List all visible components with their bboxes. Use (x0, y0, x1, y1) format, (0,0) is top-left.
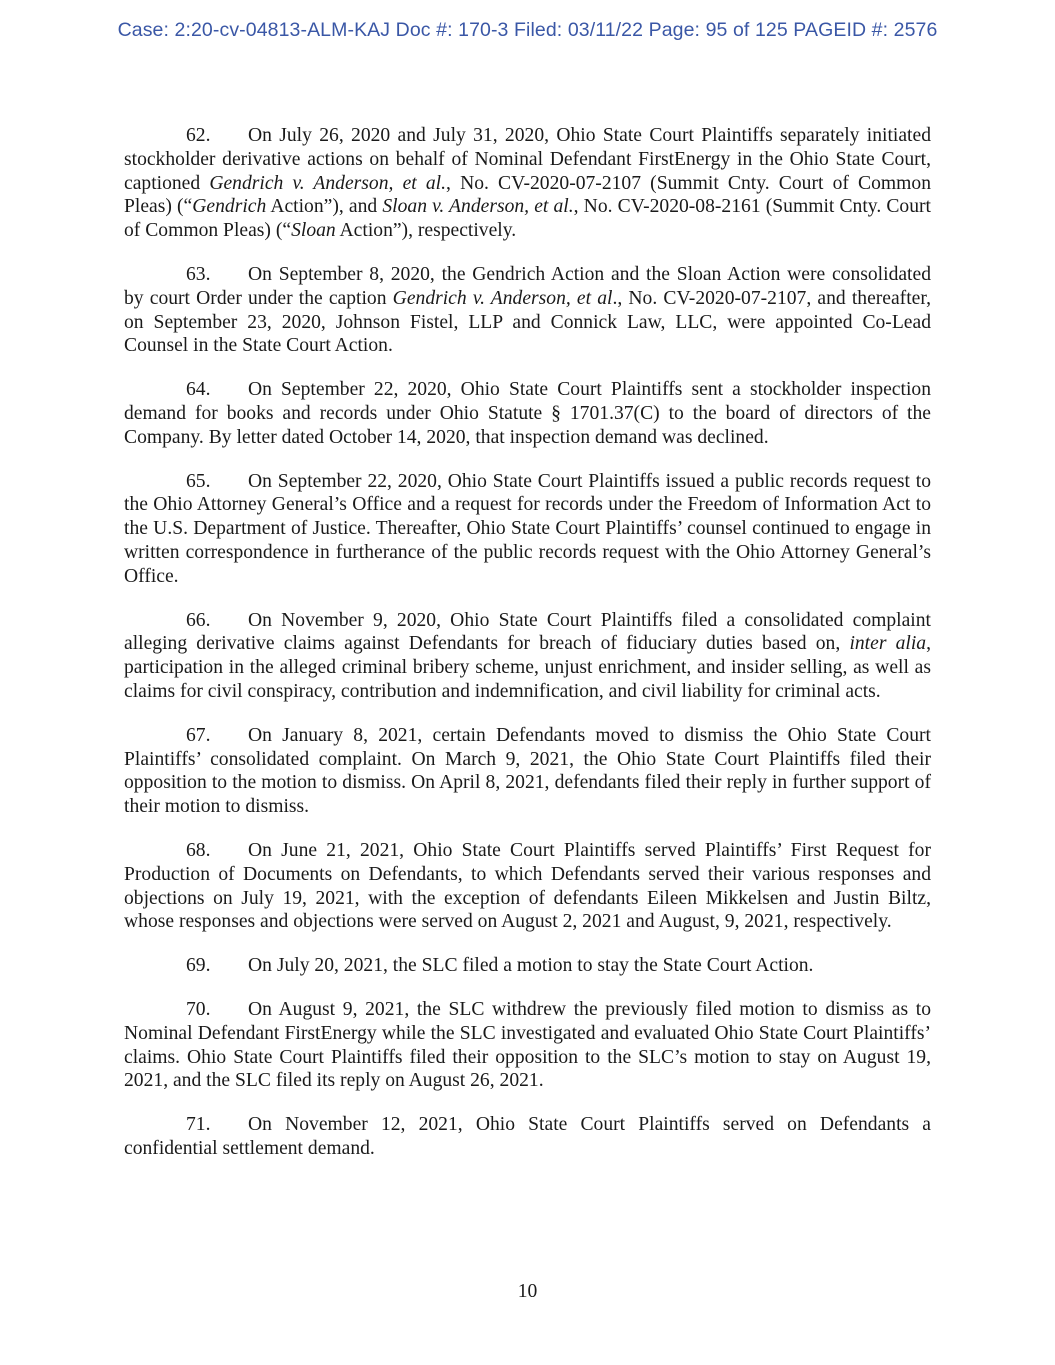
paragraph-63 (124, 263, 931, 358)
paragraph-text: , No. CV-2020-08-2161 (Summit Cnty. Court of Common Pleas) (“ (124, 196, 931, 242)
paragraph-number: 63. (186, 263, 211, 285)
italic-text: Gendrich v. Anderson, et al (392, 287, 613, 309)
paragraph-text: On November 12, 2021, Ohio State Court Plaintiffs served on Defendants a confidential settlement demand. (124, 1114, 931, 1159)
paragraph-67 (124, 724, 931, 819)
paragraph-62 (124, 124, 931, 243)
paragraph-text: Action”), respectively. (335, 220, 517, 242)
paragraph-number: 70. (186, 998, 211, 1020)
paragraph-text: On August 9, 2021, the SLC withdrew the previously filed motion to dismiss as to Nominal Defendant FirstEnergy while the SLC investigated and evaluated Ohio State Court Plaintiffs’ claims. Ohio State Court Plaintiffs filed their opposition to the SLC’s motion to stay on August 19, 2021, and the SLC filed its reply on August 26, 2021. (124, 998, 931, 1092)
paragraph-number: 67. (186, 724, 211, 746)
paragraph-text: On July 26, 2020 and July 31, 2020, Ohio State Court Plaintiffs separately initiated stockholder derivative actions on behalf of Nominal Defendant FirstEnergy in the Ohio State Court, captioned (124, 125, 931, 194)
paragraph-text: On January 8, 2021, certain Defendants moved to dismiss the Ohio State Court Plaintiffs’ consolidated complaint. On March 9, 2021, the Ohio State Court Plaintiffs filed their opposition to the motion to dismiss. On April 8, 2021, defendants filed their reply in further support of their motion to dismiss. (124, 724, 931, 818)
paragraph-text: On June 21, 2021, Ohio State Court Plaintiffs served Plaintiffs’ First Request for Production of Documents on Defendants, to which Defendants served their various responses and objections on July 19, 2021, with the exception of defendants Eileen Mikkelsen and Justin Biltz, whose responses and objections were served on August 2, 2021 and August, 9, 2021, respectively. (124, 839, 931, 933)
paragraph-text: On September 8, 2020, the Gendrich Action and the Sloan Action were consolidated by court Order under the caption (124, 263, 931, 309)
document-body (124, 124, 931, 1181)
paragraph-69 (124, 954, 931, 978)
paragraph-66 (124, 609, 931, 704)
italic-text: Sloan (291, 220, 336, 242)
italic-text: inter alia (849, 633, 927, 655)
paragraph-number: 68. (186, 839, 211, 861)
paragraph-text: , participation in the alleged criminal bribery scheme, unjust enrichment, and insider selling, as well as claims for civil conspiracy, contribution and indemnification, and civil liability for criminal acts. (124, 633, 932, 702)
paragraph-65 (124, 470, 931, 589)
italic-text: Gendrich v. Anderson, et al. (209, 172, 447, 194)
paragraph-text: On November 9, 2020, Ohio State Court Plaintiffs filed a consolidated complaint alleging derivative claims against Defendants for breach of fiduciary duties based on, (124, 609, 931, 655)
page-number: 10 (517, 1281, 538, 1302)
paragraph-number: 69. (186, 955, 211, 977)
paragraph-number: 64. (186, 379, 211, 401)
paragraph-text: On September 22, 2020, Ohio State Court Plaintiffs issued a public records request to the Ohio Attorney General’s Office and a request for records under the Freedom of Information Act to the U.S. Department of Justice. Thereafter, Ohio State Court Plaintiffs’ counsel continued to engage in written correspondence in furtherance of the public records request with the Ohio Attorney General’s Office. (124, 470, 931, 587)
paragraph-number: 71. (186, 1114, 211, 1136)
paragraph-number: 65. (186, 470, 211, 492)
case-header: Case: 2:20-cv-04813-ALM-KAJ Doc #: 170-3 Filed: 03/11/22 Page: 95 of 125 PAGEID #: 2576 (117, 19, 938, 41)
paragraph-71 (124, 1113, 931, 1161)
paragraph-number: 62. (186, 125, 211, 146)
paragraph-text: ., No. CV-2020-07-2107, and thereafter, on September 23, 2020, Johnson Fistel, LLP and Connick Law, LLC, were appointed Co-Lead Counsel in the State Court Action. (124, 287, 931, 357)
paragraph-text: Action”), and (266, 196, 383, 218)
paragraph-64 (124, 378, 931, 449)
paragraph-68 (124, 839, 931, 934)
paragraph-text: On September 22, 2020, Ohio State Court Plaintiffs sent a stockholder inspection demand for books and records under Ohio Statute § 1701.37(C) to the board of directors of the Company. By letter dated October 14, 2020, that inspection demand was declined. (124, 379, 931, 448)
italic-text: Sloan v. Anderson, et al. (382, 196, 574, 218)
paragraph-number: 66. (186, 609, 211, 631)
paragraph-text: , No. CV-2020-07-2107 (Summit Cnty. Court of Common Pleas) (“ (124, 172, 931, 218)
italic-text: Gendrich (192, 196, 267, 218)
paragraph-text: On July 20, 2021, the SLC filed a motion to stay the State Court Action. (248, 955, 814, 977)
paragraph-70 (124, 998, 931, 1093)
